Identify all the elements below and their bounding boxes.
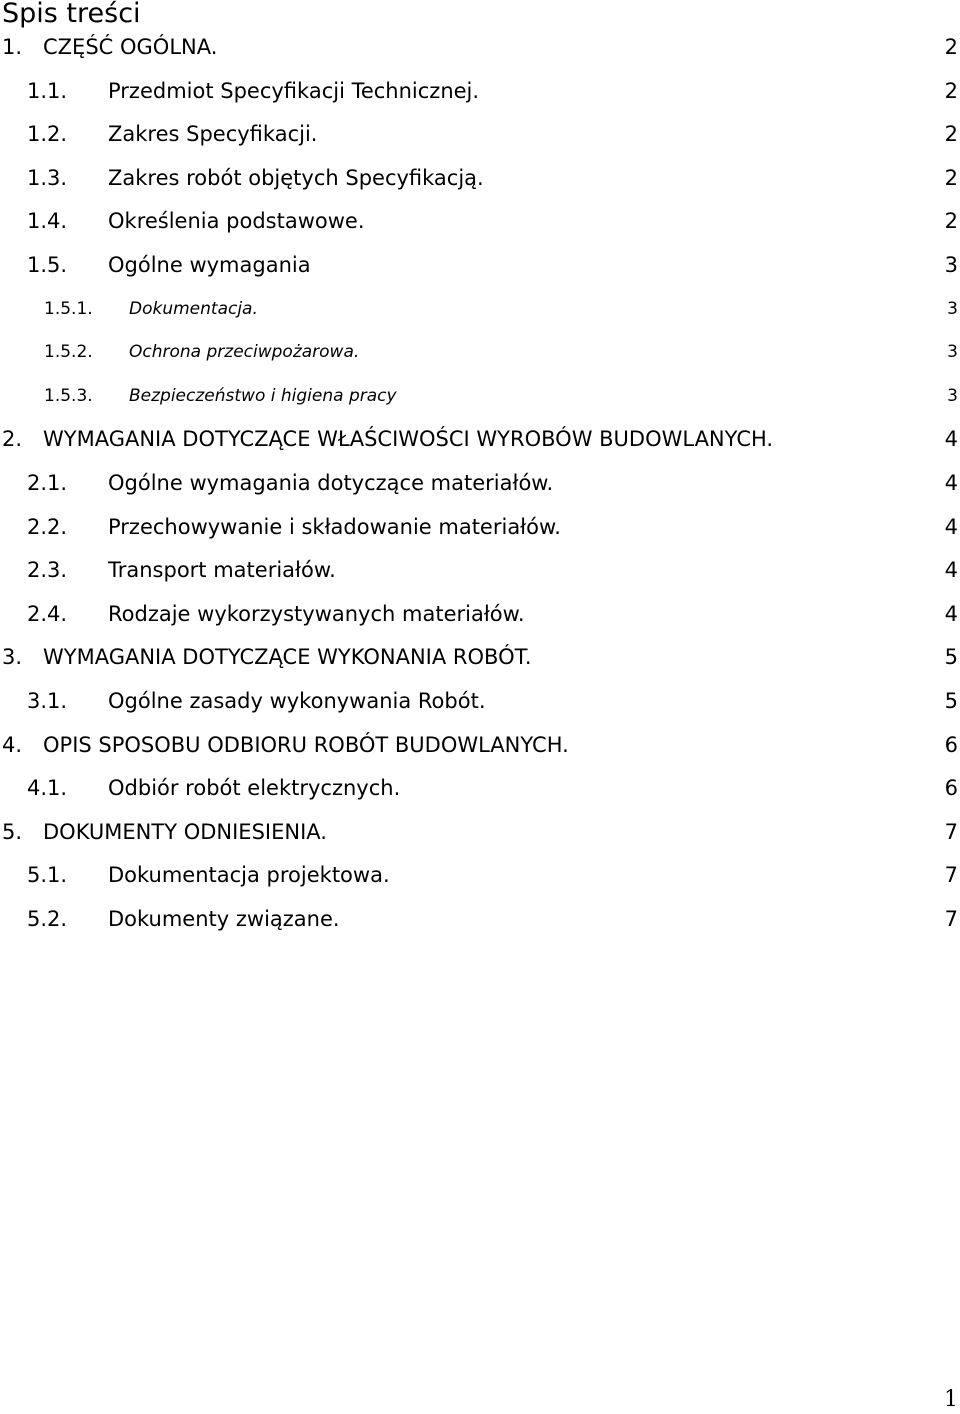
- toc-entry-number: 2.: [2, 427, 23, 452]
- toc-entry-page: 7: [944, 819, 958, 844]
- toc-entry-page: 3: [944, 252, 958, 277]
- toc-entry-label: Przedmiot Specyfikacji Technicznej.: [108, 78, 480, 103]
- toc-entry-number: 1.1.: [27, 78, 68, 103]
- toc-entry-label: Ogólne wymagania dotyczące materiałów.: [108, 470, 554, 495]
- toc-entry-number: 2.1.: [27, 470, 68, 495]
- toc-entry-label: Ogólne wymagania: [108, 252, 311, 277]
- toc-entry-page: 2: [944, 78, 958, 103]
- toc-entry-page: 4: [944, 514, 958, 539]
- toc-entry[interactable]: [0, 593, 960, 637]
- toc-entry[interactable]: [0, 767, 960, 811]
- toc-entry-label: Dokumentacja projektowa.: [108, 863, 390, 888]
- toc-entry[interactable]: [0, 375, 960, 419]
- toc-entry[interactable]: [0, 680, 960, 724]
- toc-entry-number: 1.3.: [27, 165, 68, 190]
- toc-entry-label: WYMAGANIA DOTYCZĄCE WŁAŚCIWOŚCI WYROBÓW BUDOWLANYCH.: [43, 427, 774, 452]
- toc-entry[interactable]: [0, 200, 960, 244]
- toc-entry[interactable]: [0, 636, 960, 680]
- toc-entry-label: Bezpieczeństwo i higiena pracy: [129, 385, 397, 406]
- toc-entry-page: 2: [944, 35, 958, 59]
- toc-entry[interactable]: [0, 331, 960, 375]
- toc-entry-number: 1.4.: [27, 209, 68, 234]
- toc-entry-label: Ogólne zasady wykonywania Robót.: [108, 688, 486, 713]
- toc-entry-page: 2: [944, 122, 958, 147]
- toc-entry-page: 5: [944, 688, 958, 713]
- toc-entry-page: 3: [947, 298, 958, 319]
- page-number: 1: [944, 1387, 958, 1412]
- toc-entry[interactable]: [0, 244, 960, 288]
- table-of-contents: [0, 26, 960, 941]
- toc-entry-page: 5: [944, 645, 958, 670]
- toc-entry-number: 1.5.: [27, 252, 68, 277]
- toc-entry-label: DOKUMENTY ODNIESIENIA.: [43, 819, 327, 844]
- toc-entry-number: 1.2.: [27, 122, 68, 147]
- toc-entry[interactable]: [0, 70, 960, 114]
- toc-entry-number: 4.1.: [27, 776, 68, 801]
- toc-entry[interactable]: [0, 288, 960, 332]
- toc-entry-page: 2: [944, 209, 958, 234]
- toc-entry-number: 3.1.: [27, 688, 68, 713]
- toc-entry[interactable]: [0, 724, 960, 768]
- toc-entry-page: 7: [944, 863, 958, 888]
- toc-entry-number: 2.4.: [27, 601, 68, 626]
- toc-entry[interactable]: [0, 113, 960, 157]
- toc-entry-page: 4: [944, 558, 958, 583]
- toc-entry-number: 5.: [2, 819, 23, 844]
- toc-entry-label: OPIS SPOSOBU ODBIORU ROBÓT BUDOWLANYCH.: [43, 732, 569, 757]
- toc-entry-label: Przechowywanie i składowanie materiałów.: [108, 514, 561, 539]
- toc-entry-number: 2.3.: [27, 558, 68, 583]
- page-title: Spis treści: [2, 0, 141, 29]
- toc-entry-number: 1.5.2.: [44, 342, 93, 363]
- toc-entry-label: Ochrona przeciwpożarowa.: [129, 342, 360, 363]
- toc-entry-page: 4: [944, 470, 958, 495]
- toc-entry[interactable]: [0, 418, 960, 462]
- toc-entry-number: 2.2.: [27, 514, 68, 539]
- toc-entry-number: 5.1.: [27, 863, 68, 888]
- toc-entry[interactable]: [0, 157, 960, 201]
- toc-entry-number: 3.: [2, 645, 23, 670]
- toc-entry-label: Dokumenty związane.: [108, 906, 340, 931]
- toc-entry-number: 4.: [2, 732, 23, 757]
- toc-entry-label: Odbiór robót elektrycznych.: [108, 776, 401, 801]
- toc-entry[interactable]: [0, 462, 960, 506]
- toc-entry[interactable]: [0, 898, 960, 942]
- toc-entry-page: 4: [944, 601, 958, 626]
- toc-entry-page: 2: [944, 165, 958, 190]
- toc-entry-page: 7: [944, 906, 958, 931]
- toc-entry[interactable]: [0, 549, 960, 593]
- toc-entry-number: 5.2.: [27, 906, 68, 931]
- toc-entry-label: Dokumentacja.: [129, 298, 258, 319]
- toc-entry-page: 3: [947, 342, 958, 363]
- toc-entry-label: Rodzaje wykorzystywanych materiałów.: [108, 601, 525, 626]
- toc-entry-label: CZĘŚĆ OGÓLNA.: [43, 35, 218, 59]
- toc-entry-label: Zakres robót objętych Specyfikacją.: [108, 165, 484, 190]
- toc-entry[interactable]: [0, 506, 960, 550]
- toc-entry[interactable]: [0, 811, 960, 855]
- toc-entry-page: 4: [944, 427, 958, 452]
- toc-entry-number: 1.5.1.: [44, 298, 93, 319]
- toc-entry-label: Określenia podstawowe.: [108, 209, 365, 234]
- toc-entry-label: Zakres Specyfikacji.: [108, 122, 318, 147]
- toc-entry[interactable]: [0, 854, 960, 898]
- toc-entry-number: 1.5.3.: [44, 385, 93, 406]
- toc-entry[interactable]: [0, 26, 960, 70]
- toc-entry-page: 6: [944, 776, 958, 801]
- toc-entry-number: 1.: [2, 35, 23, 59]
- toc-entry-label: WYMAGANIA DOTYCZĄCE WYKONANIA ROBÓT.: [43, 645, 532, 670]
- toc-entry-label: Transport materiałów.: [108, 558, 336, 583]
- toc-entry-page: 6: [944, 732, 958, 757]
- toc-entry-page: 3: [947, 385, 958, 406]
